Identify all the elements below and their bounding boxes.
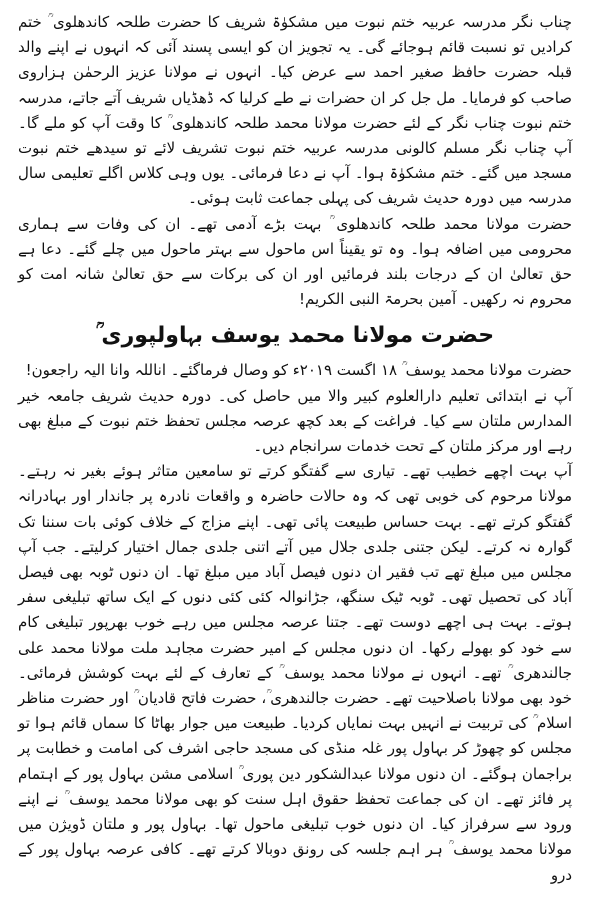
paragraph: چناب نگر مدرسہ عربیہ ختم نبوت میں مشکوٰۃ شریف کا حضرت طلحہ کاندھلوی ؒ ختم کرادیں تو نسبت قائم ہوجائے گی۔ یہ تجویز ان کو ایسی پسند آئی کہ انہوں نے اپنے والد قبلہ حضرت حافظ صغیر احمد سے عرض کیا۔ انہوں نے مولانا عزیز الرحمٰن ہزاروی صاحب کو فرمایا۔ مل جل کر ان حضرات نے طے کرلیا کہ ڈھڈیاں شریف آتے جاتے، مدرسہ ختم نبوت چناب نگر کے لئے حضرت مولانا محمد طلحہ کاندھلوی ؒ کا وقت آپ کو ملے گا۔ آپ چناب نگر مسلم کالونی مدرسہ عربیہ ختم نبوت تشریف لائے تو سیدھے ختم نبوت مسجد میں گئے۔ ختم مشکوٰۃ ہوا۔ آپ نے دعا فرمائی۔ یوں وہی کلاس اگلے تعلیمی سال مدرسہ میں دورہ حدیث شریف کی پہلی جماعت ثابت ہوئی۔ bbox=[18, 13, 572, 208]
paragraph: حضرت مولانا محمد طلحہ کاندھلوی ؒ بہت بڑے آدمی تھے۔ ان کی وفات سے ہماری محرومی میں اضافہ ہوا۔ وہ تو یقیناً اس ماحول سے بہتر ماحول میں چلے گئے۔ دعا ہے حق تعالیٰ ان کے درجات بلند فرمائیں اور ان کی برکات سے حق تعالیٰ شانہ امت کو محروم نہ رکھیں۔ آمین بحرمۃ النبی الکریم! bbox=[18, 214, 572, 309]
paragraph: آپ نے ابتدائی تعلیم دارالعلوم کبیر والا میں حاصل کی۔ دورہ حدیث شریف جامعہ خیر المدارس ملتان سے کیا۔ فراغت کے بعد کچھ عرصہ مجلس تحفظ ختم نبوت کے مبلغ بھی رہے اور مرکز ملتان کے تحت خدمات سرانجام دیں۔ bbox=[18, 386, 572, 456]
paragraph: حضرت مولانا محمد یوسف ؒ ۱۸ اگست ۲۰۱۹ء کو وصال فرماگئے۔ اناللہ وانا الیہ راجعون! bbox=[25, 361, 572, 380]
section-heading: حضرت مولانا محمد یوسف بہاولپوری ؒ bbox=[95, 323, 495, 349]
paragraph: آپ بہت اچھے خطیب تھے۔ تیاری سے گفتگو کرتے تو سامعین متاثر ہوئے بغیر نہ رہتے۔ مولانا مرحوم کی خوبی تھی کہ وہ حالات حاضرہ و واقعات نادرہ پر جاندار اور بہادرانہ گفتگو کرتے تھے۔ بہت حساس طبیعت پائی تھی۔ اپنے مزاج کے خلاف کوئی بات سننا تک گوارہ نہ کرتے۔ لیکن جتنی جلدی جلال میں آتے اتنی جلدی جمال اختیار کرلیتے۔ جب آپ مجلس میں مبلغ تھے تب فقیر ان دنوں فیصل آباد میں مبلغ تھا۔ ان دنوں ٹوبہ بھی فیصل آباد کی تحصیل تھی۔ ٹوبہ ٹیک سنگھ، جڑانوالہ کئی کئی دنوں کے ایک ساتھ تبلیغی سفر ہوتے۔ بہت ہی اچھے دوست تھے۔ جتنا عرصہ مجلس میں رہے خوب بھرپور تبلیغی کام سے خود کو بھولے رکھا۔ ان دنوں مجلس کے امیر حضرت مجاہد ملت مولانا محمد علی جالندھری ؒ تھے۔ انہوں نے مولانا محمد یوسف ؒ کے تعارف کے لئے بہت کوشش فرمائی۔ خود بھی مولانا باصلاحیت تھے۔ حضرت جالندھری ؒ، حضرت فاتح قادیان ؒ اور حضرت مناظر اسلام ؒ کی تربیت نے انہیں بہت نمایاں کردیا۔ طبیعت میں جوار بھاٹا کا سماں قائم ہوا تو مجلس کو چھوڑ کر بہاول پور غلہ منڈی کی مسجد حاجی اشرف کی امامت و خطابت پر براجمان ہوگئے۔ ان دنوں مولانا عبدالشکور دین پوری ؒ اسلامی مشن بہاول پور کے اہتمام پر فائز تھے۔ ان کی جماعت تحفظ حقوق اہل سنت کو بھی مولانا محمد یوسف ؒ نے اپنے ورود سے سرفراز کیا۔ ان دنوں خوب تبلیغی ماحول تھا۔ بہاول پور و ملتان ڈویژن میں مولانا محمد یوسف ؒ ہر اہم جلسہ کی رونق دوبالا کرتے تھے۔ کافی عرصہ بہاول پور کے درو bbox=[18, 462, 572, 884]
